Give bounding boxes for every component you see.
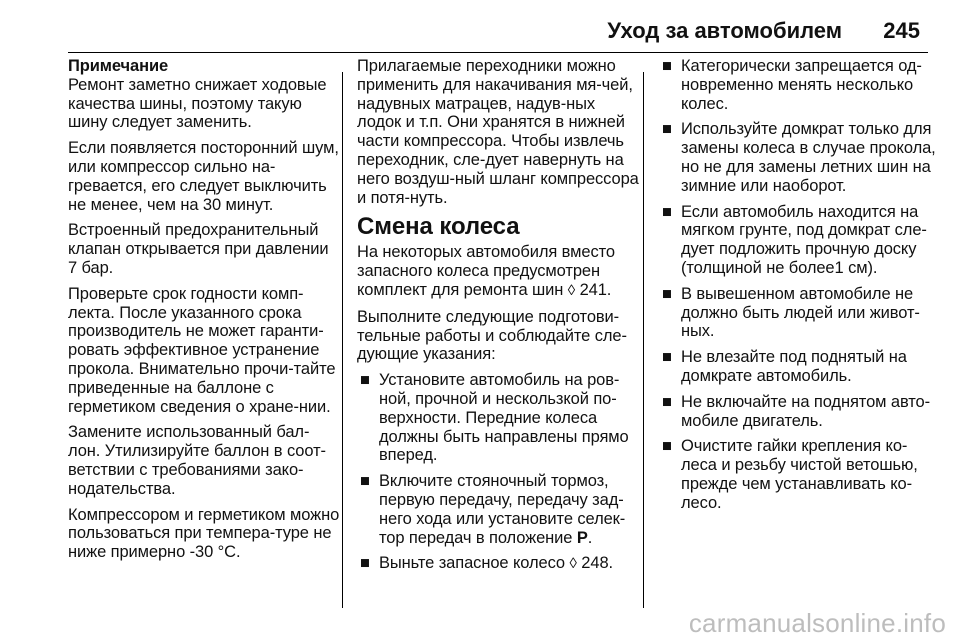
paragraph: Ремонт заметно снижает ходовые качества шины, поэтому такую шину следует заменить. bbox=[68, 75, 327, 132]
list-item: ■ Используйте домкрат только для замены колеса в случае прокола, но не для замены летних шин на зимние или наоборот. bbox=[662, 120, 936, 195]
list-item: ■ Если автомобиль находится на мягком грунте, под домкрат сле-дует подложить прочную доску (толщиной не более1 см). bbox=[662, 202, 927, 277]
paragraph: Прилагаемые переходники можно применить для накачивания мя-чей, надувных матрацев, надув-ных лодок и т.п. Они хранятся в нижней части компрессора. Чтобы извлечь переходник, сле-дует навернуть на него воздуш-ный шланг компрессора и потя-нуть. bbox=[357, 57, 639, 207]
paragraph: Если появляется посторонний шум, или компрессор сильно на-гревается, его следует выключить не менее, чем на 30 минут. bbox=[68, 139, 339, 214]
bullet-icon: ■ bbox=[662, 348, 672, 367]
gear-position-label: P bbox=[576, 528, 588, 547]
column-divider bbox=[643, 72, 644, 608]
column-1 bbox=[68, 57, 340, 569]
bullet-icon: ■ bbox=[662, 392, 672, 411]
page-ref-icon: ◊ bbox=[567, 281, 576, 299]
bullet-icon: ■ bbox=[360, 554, 370, 573]
list-item: ■ В вывешенном автомобиле не должно быть людей или живот-ных. bbox=[662, 284, 920, 341]
page-header bbox=[0, 0, 960, 60]
list-item: ■ Установите автомобиль на ров-ной, прочной и нескользкой по-верхности. Передние колеса должны быть направлены прямо вперед. bbox=[360, 371, 629, 465]
bullet-icon: ■ bbox=[662, 437, 672, 456]
page-ref-link[interactable]: 241. bbox=[579, 280, 612, 299]
column-divider bbox=[342, 72, 343, 608]
bullet-icon: ■ bbox=[360, 371, 370, 390]
column-2 bbox=[357, 57, 641, 581]
paragraph: На некоторых автомобиля вместо запасного колеса предусмотрен комплект для ремонта шин ◊ 241. bbox=[357, 243, 615, 299]
header-rule bbox=[68, 52, 928, 53]
list-item: ■ Не влезайте под поднятый на домкрате автомобиль. bbox=[662, 348, 907, 385]
bullet-icon: ■ bbox=[662, 202, 672, 221]
paragraph: Компрессором и герметиком можно пользоваться при темпера-туре не ниже примерно -30 °С. bbox=[68, 505, 340, 562]
section-heading: Смена колеса bbox=[357, 213, 520, 241]
bullet-icon: ■ bbox=[662, 57, 672, 75]
paragraph: Выполните следующие подготови-тельные работы и соблюдайте сле-дующие указания: bbox=[357, 307, 627, 364]
watermark-text: carmanualsonline.info bbox=[688, 608, 946, 638]
bullet-icon: ■ bbox=[662, 284, 672, 303]
list-item: ■ Категорически запрещается од-новременно менять несколько колес. bbox=[662, 57, 922, 113]
paragraph: Встроенный предохранительный клапан открывается при давлении 7 бар. bbox=[68, 221, 329, 277]
list-item: ■ Очистите гайки крепления ко-леса и резьбу чистой ветошью, прежде чем устанавливать ко-лесо. bbox=[662, 437, 918, 512]
list-item: ■ Не включайте на поднятом авто-мобиле двигатель. bbox=[662, 392, 931, 430]
bullet-icon: ■ bbox=[360, 472, 370, 491]
list-item: ■ Выньте запасное колесо ◊ 248. bbox=[360, 554, 614, 573]
page-number: 245 bbox=[883, 18, 920, 43]
page-ref-icon: ◊ bbox=[569, 555, 577, 573]
paragraph: Проверьте срок годности комп-лекта. После указанного срока производитель не может гаранти-ровать эффективное устранение прокола. Внимательно прочи-тайте приведенные на баллоне с герметиком сведения о хране-нии. bbox=[68, 284, 336, 416]
section-title: Уход за автомобилем bbox=[607, 18, 842, 43]
note-title: Примечание bbox=[68, 57, 169, 75]
bullet-icon: ■ bbox=[662, 120, 672, 139]
page-ref-link[interactable]: 248. bbox=[581, 554, 614, 573]
paragraph: Замените использованный бал-лон. Утилизируйте баллон в соот-ветствии с требованиями зако-нодательства. bbox=[68, 423, 326, 498]
column-3 bbox=[659, 57, 939, 520]
list-item: ■ Включите стояночный тормоз, первую передачу, передачу зад-него хода или установите селек-тор передач в положение P. bbox=[360, 472, 626, 547]
